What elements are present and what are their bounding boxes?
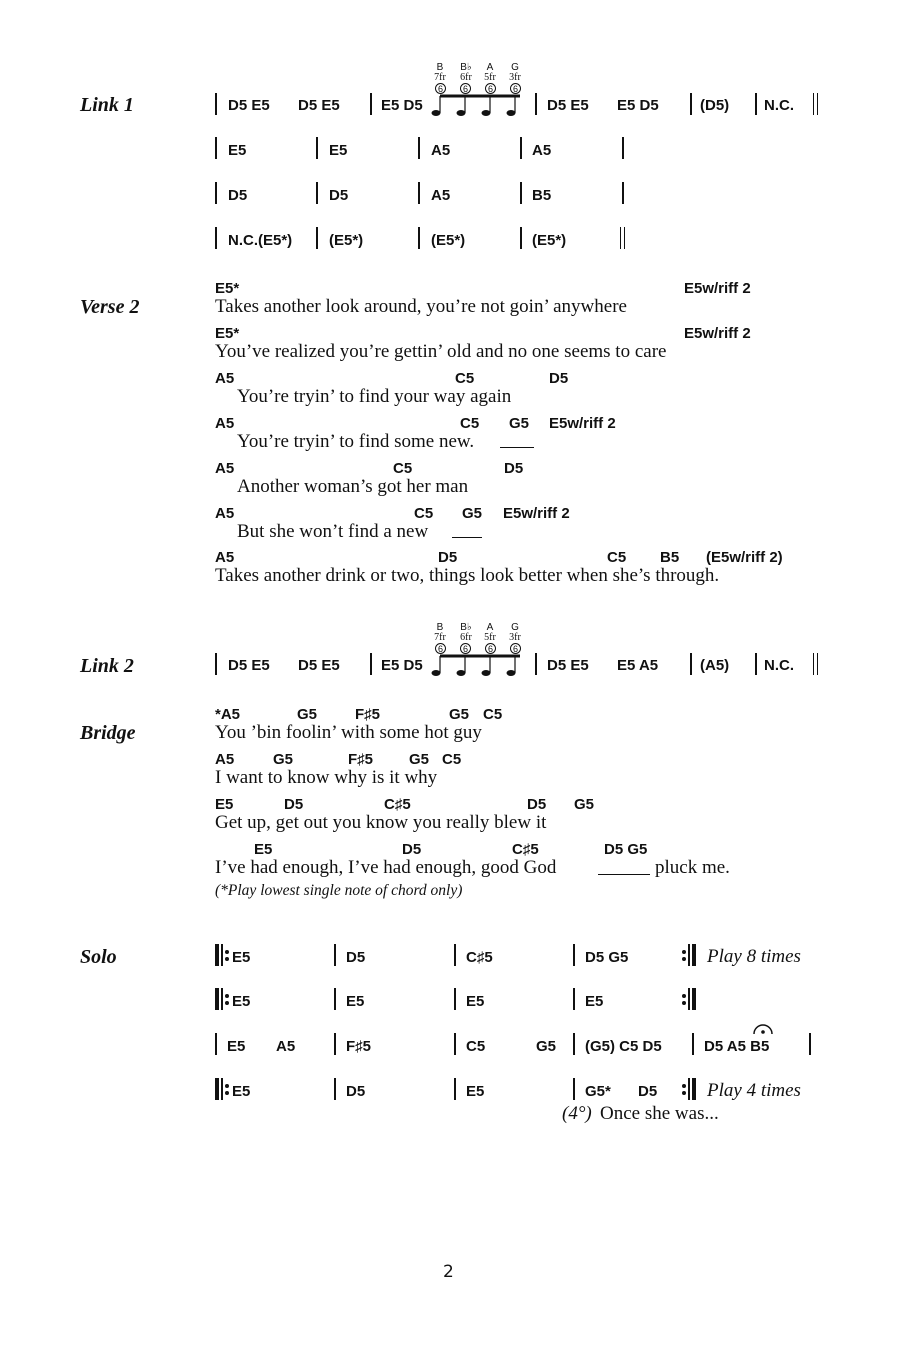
chord: D5 — [228, 187, 248, 204]
chord: A5 — [215, 505, 235, 522]
chord: G5 — [536, 1038, 557, 1055]
chord: G5 — [273, 751, 294, 768]
barline — [418, 182, 420, 204]
chord: E5 — [232, 949, 251, 966]
chord: A5 — [215, 415, 235, 432]
melisma-line — [598, 874, 650, 875]
barline — [520, 137, 522, 159]
barline — [316, 137, 318, 159]
chord: E5* — [215, 280, 240, 297]
barline — [334, 944, 336, 966]
lyric-line: I want to know why is it why — [215, 767, 438, 788]
chord: D5 E5 — [547, 97, 589, 114]
barline — [573, 944, 575, 966]
double-barline — [813, 653, 818, 675]
barline — [690, 653, 692, 675]
barline — [215, 182, 217, 204]
string-number-icon: 6 — [510, 83, 521, 94]
string-number-icon: 6 — [460, 83, 471, 94]
chord: D5 E5 — [298, 97, 340, 114]
barline — [573, 1033, 575, 1055]
chord: E5 — [228, 142, 247, 159]
riff-note: G — [511, 622, 519, 633]
chord: (E5*) — [431, 232, 466, 249]
fermata-icon — [752, 1023, 774, 1035]
chord: G5 — [509, 415, 530, 432]
barline — [215, 93, 217, 115]
chord: D5 — [638, 1083, 658, 1100]
chord: D5 — [346, 1083, 366, 1100]
chord: D5 E5 — [298, 657, 340, 674]
barline — [622, 182, 624, 204]
repeat-instruction: Play 4 times — [707, 1080, 801, 1101]
chord: E5 — [254, 841, 273, 858]
chord: D5 A5 B5 — [704, 1038, 770, 1055]
barline — [454, 988, 456, 1010]
chord: D5 E5 — [547, 657, 589, 674]
chord: D5 — [438, 549, 458, 566]
lyric-line: You’re tryin’ to find some new. — [237, 431, 475, 452]
chord: A5 — [215, 460, 235, 477]
section-label-verse-2: Verse 2 — [80, 296, 140, 318]
barline — [692, 1033, 694, 1055]
riff-note: A — [486, 622, 494, 633]
chord: C♯5 — [384, 796, 411, 813]
barline — [535, 653, 537, 675]
barline — [520, 182, 522, 204]
lyric-line: But she won’t find a new — [237, 521, 429, 542]
chord: E5 D5 — [381, 657, 423, 674]
page-number: 2 — [443, 1262, 454, 1282]
ending-lyric: Once she was... — [600, 1103, 719, 1124]
chord: D5 — [346, 949, 366, 966]
chord: G5* — [585, 1083, 611, 1100]
barline — [573, 988, 575, 1010]
barline — [454, 1078, 456, 1100]
section-label-link-2: Link 2 — [80, 655, 134, 677]
barline — [755, 93, 757, 115]
riff-fret: 5fr — [484, 632, 496, 643]
repeat-start — [215, 944, 231, 966]
chord: E5w/riff 2 — [549, 415, 616, 432]
chord: C5 — [442, 751, 462, 768]
chord: E5 — [215, 796, 234, 813]
chord: N.C.(E5*) — [228, 232, 293, 249]
chord: G5 — [297, 706, 318, 723]
riff-fret: 6fr — [460, 632, 472, 643]
barline — [454, 1033, 456, 1055]
chord: E5 — [227, 1038, 246, 1055]
chord: E5w/riff 2 — [684, 280, 751, 297]
barline — [622, 137, 624, 159]
barline — [535, 93, 537, 115]
chord: F♯5 — [348, 751, 374, 768]
chord: E5 — [466, 1083, 485, 1100]
chord: D5 — [284, 796, 304, 813]
chord: A5 — [431, 187, 451, 204]
chord: G5 — [449, 706, 470, 723]
riff-note: B♭ — [460, 622, 472, 633]
melisma-line — [452, 537, 482, 538]
section-label-link-1: Link 1 — [80, 94, 134, 116]
double-barline — [620, 227, 625, 249]
section-label-bridge: Bridge — [80, 722, 136, 744]
chord: E5 D5 — [381, 97, 423, 114]
chord: C5 — [393, 460, 413, 477]
chord: E5* — [215, 325, 240, 342]
barline — [573, 1078, 575, 1100]
chord: A5 — [215, 751, 235, 768]
barline — [215, 653, 217, 675]
chord: (E5*) — [329, 232, 364, 249]
eighth-notes-icon — [430, 654, 525, 678]
chord: D5 — [504, 460, 524, 477]
string-number-icon: 6 — [460, 643, 471, 654]
barline — [418, 137, 420, 159]
lyric-line: Get up, get out you know you really blew it — [215, 812, 547, 833]
barline — [215, 137, 217, 159]
riff-note: G — [511, 62, 519, 73]
chord: E5 A5 — [617, 657, 659, 674]
barline — [316, 182, 318, 204]
chord: A5 — [215, 549, 235, 566]
riff-note: B — [436, 622, 444, 633]
repeat-end — [682, 988, 698, 1010]
barline — [454, 944, 456, 966]
chord: E5w/riff 2 — [503, 505, 570, 522]
chord: D5 — [527, 796, 547, 813]
riff-fret: 3fr — [509, 632, 521, 643]
footnote: (*Play lowest single note of chord only) — [215, 882, 463, 899]
repeat-start — [215, 1078, 231, 1100]
chord: C5 — [414, 505, 434, 522]
chord: (E5w/riff 2) — [706, 549, 783, 566]
barline — [215, 227, 217, 249]
string-number-icon: 6 — [435, 643, 446, 654]
riff-fret: 7fr — [434, 72, 446, 83]
string-number-icon: 6 — [485, 643, 496, 654]
chord: G5 — [462, 505, 483, 522]
barline — [334, 1033, 336, 1055]
string-number-icon: 6 — [485, 83, 496, 94]
riff-note: A — [486, 62, 494, 73]
lyric-line: You ’bin foolin’ with some hot guy — [215, 722, 482, 743]
chord: *A5 — [215, 706, 241, 723]
chord: E5 — [329, 142, 348, 159]
barline — [334, 1078, 336, 1100]
chord: B5 — [532, 187, 552, 204]
chord: E5 — [585, 993, 604, 1010]
chord: E5 — [232, 993, 251, 1010]
barline — [316, 227, 318, 249]
lyric-line: Takes another look around, you’re not goin’ anywhere — [215, 296, 627, 317]
eighth-notes-icon — [430, 94, 525, 118]
chord: (G5) C5 D5 — [585, 1038, 662, 1055]
chord: E5w/riff 2 — [684, 325, 751, 342]
riff-note: B — [436, 62, 444, 73]
repeat-end — [682, 944, 698, 966]
chord: C5 — [455, 370, 475, 387]
string-number-icon: 6 — [435, 83, 446, 94]
chord: D5 — [402, 841, 422, 858]
chord: E5 — [466, 993, 485, 1010]
chord: E5 D5 — [617, 97, 659, 114]
repeat-end — [682, 1078, 698, 1100]
chord: D5 E5 — [228, 657, 270, 674]
barline — [418, 227, 420, 249]
chord: F♯5 — [346, 1038, 372, 1055]
barline — [370, 653, 372, 675]
repeat-instruction: Play 8 times — [707, 946, 801, 967]
barline — [520, 227, 522, 249]
lyric-line-end: pluck me. — [655, 857, 730, 878]
chord: C5 — [607, 549, 627, 566]
chord: (D5) — [700, 97, 730, 114]
chord: A5 — [215, 370, 235, 387]
lyric-line: Another woman’s got her man — [237, 476, 469, 497]
chord: C5 — [483, 706, 503, 723]
section-label-solo: Solo — [80, 946, 117, 968]
double-barline — [813, 93, 818, 115]
chord: G5 — [409, 751, 430, 768]
chord: D5 — [549, 370, 569, 387]
chord: A5 — [532, 142, 552, 159]
chord: N.C. — [764, 657, 794, 674]
chord: (A5) — [700, 657, 730, 674]
barline — [755, 653, 757, 675]
lyric-line: Takes another drink or two, things look better when she’s through. — [215, 565, 720, 586]
chord: D5 E5 — [228, 97, 270, 114]
chord: A5 — [431, 142, 451, 159]
chord: C♯5 — [512, 841, 539, 858]
barline — [215, 1033, 217, 1055]
string-number-icon: 6 — [510, 643, 521, 654]
chord: C5 — [466, 1038, 486, 1055]
melisma-line — [500, 447, 534, 448]
ending-marker: (4°) — [562, 1103, 592, 1124]
riff-fret: 3fr — [509, 72, 521, 83]
chord: D5 G5 — [585, 949, 629, 966]
chord: C5 — [460, 415, 480, 432]
chord: C♯5 — [466, 949, 493, 966]
chord: A5 — [276, 1038, 296, 1055]
barline — [690, 93, 692, 115]
chord: B5 — [660, 549, 680, 566]
barline — [809, 1033, 811, 1055]
lyric-line: I’ve had enough, I’ve had enough, good God — [215, 857, 557, 878]
chord: D5 G5 — [604, 841, 648, 858]
lyric-line: You’ve realized you’re gettin’ old and no one seems to care — [215, 341, 667, 362]
chord: D5 — [329, 187, 349, 204]
riff-fret: 5fr — [484, 72, 496, 83]
barline — [334, 988, 336, 1010]
riff-fret: 6fr — [460, 72, 472, 83]
chord: F♯5 — [355, 706, 381, 723]
chord: (E5*) — [532, 232, 567, 249]
riff-fret: 7fr — [434, 632, 446, 643]
repeat-start — [215, 988, 231, 1010]
lyric-line: You’re tryin’ to find your way again — [237, 386, 512, 407]
chord: E5 — [232, 1083, 251, 1100]
barline — [370, 93, 372, 115]
chord: G5 — [574, 796, 595, 813]
riff-note: B♭ — [460, 62, 472, 73]
chord: E5 — [346, 993, 365, 1010]
chord: N.C. — [764, 97, 794, 114]
